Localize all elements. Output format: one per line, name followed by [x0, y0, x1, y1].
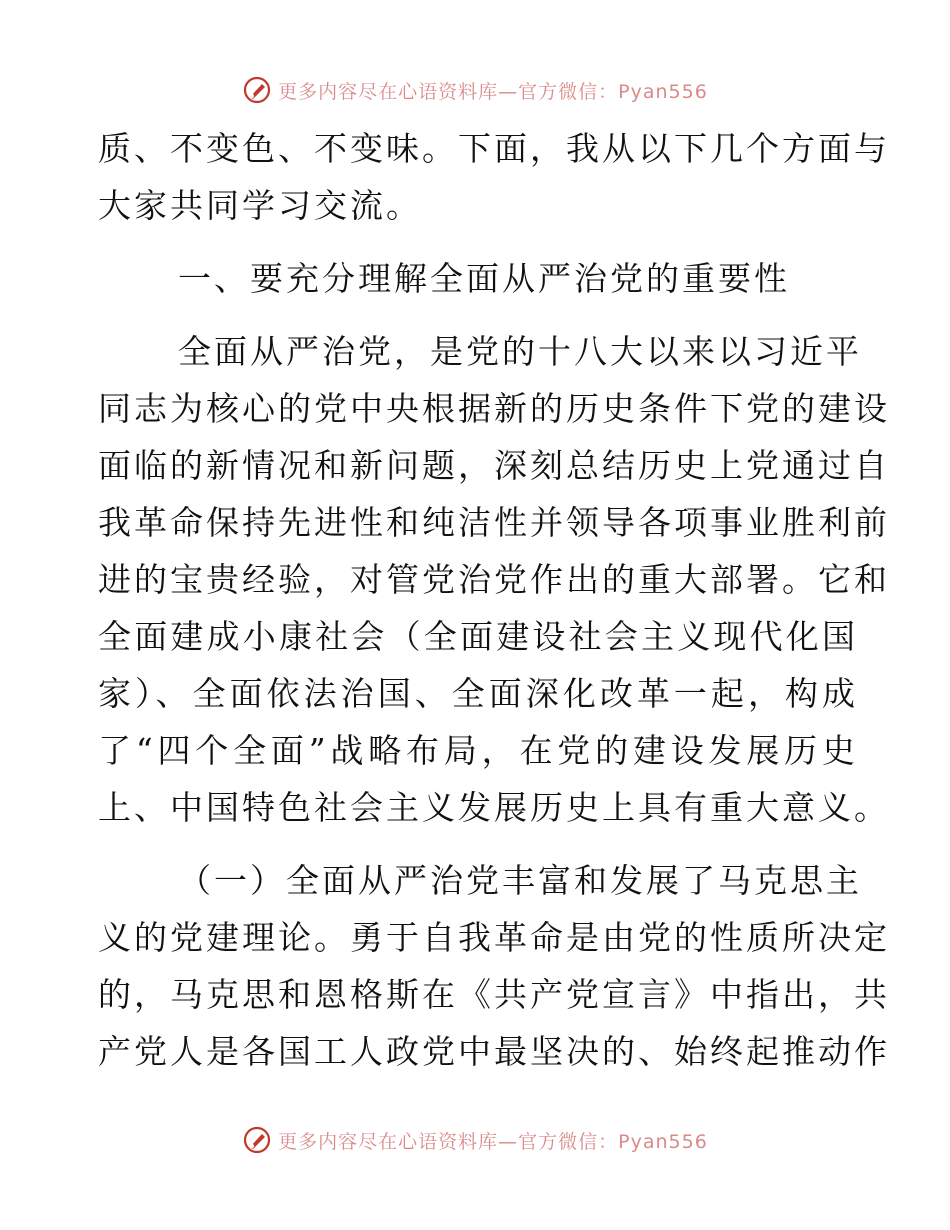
text-line: 质、不变色、不变味。下面，我从以下几个方面与 [98, 129, 890, 168]
text-line: 义的党建理论。勇于自我革命是由党的性质所决定 [98, 918, 890, 957]
footer-watermark [0, 1120, 950, 1160]
paragraph [98, 120, 890, 234]
watermark-text: 更多内容尽在心语资料库—官方微信：Pyan556 [278, 80, 708, 103]
text-line: 大家共同学习交流。 [98, 186, 422, 225]
document-body [98, 120, 890, 1080]
pen-logo-icon [242, 75, 272, 105]
text-line: （一）全面从严治党丰富和发展了马克思主 [178, 861, 862, 900]
watermark-text: 更多内容尽在心语资料库—官方微信：Pyan556 [278, 1130, 708, 1153]
section-heading [98, 250, 858, 307]
pen-logo-icon [242, 1125, 272, 1155]
text-line: 进的宝贵经验，对管党治党作出的重大部署。它和 [98, 560, 890, 599]
text-line: 全面从严治党，是党的十八大以来以习近平 [178, 332, 862, 371]
text-line: 我革命保持先进性和纯洁性并领导各项事业胜利前 [98, 503, 890, 542]
text-line: 面临的新情况和新问题，深刻总结历史上党通过自 [98, 446, 890, 485]
text-line: 家）、全面依法治国、全面深化改革一起，构成 [98, 674, 858, 713]
text-line: 同志为核心的党中央根据新的历史条件下党的建设 [98, 389, 890, 428]
paragraph [98, 323, 890, 836]
text-line: 上、中国特色社会主义发展历史上具有重大意义。 [98, 788, 890, 827]
heading-line: 一、要充分理解全面从严治党的重要性 [178, 259, 790, 298]
text-line: 全面建成小康社会（全面建设社会主义现代化国 [98, 617, 858, 656]
text-line: 产党人是各国工人政党中最坚决的、始终起推动作 [98, 1032, 890, 1071]
text-line: 的，马克思和恩格斯在《共产党宣言》中指出，共 [98, 975, 890, 1014]
text-line: 了“四个全面”战略布局，在党的建设发展历史 [98, 731, 858, 770]
header-watermark [0, 70, 950, 110]
paragraph [98, 852, 890, 1080]
